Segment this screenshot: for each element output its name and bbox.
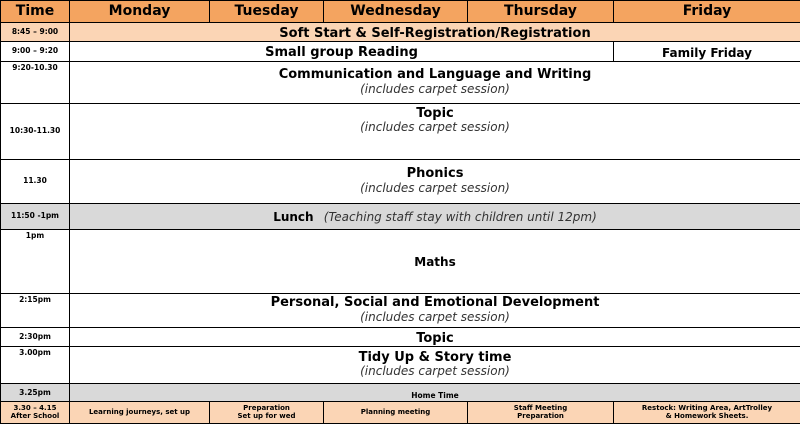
lunch-sub: (Teaching staff stay with children until 12pm) — [323, 210, 597, 225]
soft-start-title: Soft Start & Self-Registration/Registration — [279, 26, 591, 41]
time-psed: 2:15pm — [1, 293, 70, 327]
after-tuesday — [210, 402, 324, 424]
psed-title: Personal, Social and Emotional Development — [270, 295, 600, 311]
time-after-school — [1, 402, 70, 424]
after-thursday — [468, 402, 614, 424]
phonics-sub: (includes carpet session) — [360, 180, 510, 195]
after-friday — [614, 402, 800, 424]
reading-title: Small group Reading — [265, 45, 418, 61]
psed-sub: (includes carpet session) — [360, 309, 510, 324]
home-title: Home Time — [411, 390, 459, 400]
reading-cell — [70, 42, 614, 61]
after-friday-line2: & Homework Sheets. — [665, 411, 749, 420]
after-time-line2: After School — [10, 411, 60, 420]
soft-start-cell — [70, 23, 800, 42]
header-tuesday: Tuesday — [210, 1, 324, 23]
phonics-cell — [70, 159, 800, 203]
after-thursday-line2: Preparation — [517, 411, 564, 420]
communication-title: Communication and Language and Writing — [278, 67, 592, 83]
row-topic2 — [1, 327, 800, 346]
time-phonics: 11.30 — [1, 159, 70, 203]
topic-title: Topic — [416, 105, 454, 121]
after-time-line1: 3.30 – 4.15 — [13, 404, 57, 413]
time-tidy: 3.00pm — [1, 346, 70, 383]
row-psed — [1, 293, 800, 327]
header-wednesday: Wednesday — [324, 1, 468, 23]
family-friday-cell — [614, 42, 800, 61]
time-topic2: 2:30pm — [1, 327, 70, 346]
topic2-title: Topic — [416, 330, 454, 346]
after-tuesday-line1: Preparation — [243, 404, 290, 413]
psed-cell — [70, 293, 800, 327]
row-lunch — [1, 203, 800, 229]
header-row — [1, 1, 800, 23]
row-communication — [1, 61, 800, 103]
row-reading — [1, 42, 800, 61]
time-home: 3.25pm — [1, 383, 70, 402]
communication-sub: (includes carpet session) — [360, 81, 510, 96]
row-topic — [1, 103, 800, 159]
home-cell — [70, 383, 800, 402]
communication-cell — [70, 61, 800, 103]
row-phonics — [1, 159, 800, 203]
row-home — [1, 383, 800, 402]
after-friday-line1: Restock: Writing Area, ArtTrolley — [641, 404, 773, 413]
time-reading: 9:00 – 9:20 — [1, 42, 70, 61]
phonics-title: Phonics — [406, 166, 464, 182]
after-monday: Learning journeys, set up — [70, 402, 210, 424]
topic2-cell — [70, 327, 800, 346]
after-thursday-line1: Staff Meeting — [513, 404, 568, 413]
row-maths — [1, 229, 800, 293]
time-lunch: 11:50 -1pm — [1, 203, 70, 229]
tidy-cell — [70, 346, 800, 383]
maths-title: Maths — [414, 255, 456, 270]
maths-cell — [70, 229, 800, 293]
time-soft-start: 8:45 – 9:00 — [1, 23, 70, 42]
after-wednesday: Planning meeting — [324, 402, 468, 424]
row-after-school — [1, 402, 800, 424]
lunch-cell — [70, 203, 800, 229]
row-tidy — [1, 346, 800, 383]
time-maths: 1pm — [1, 229, 70, 293]
topic-sub: (includes carpet session) — [360, 119, 510, 134]
lunch-title: Lunch — [273, 210, 314, 225]
time-topic: 10:30-11.30 — [1, 103, 70, 159]
header-monday: Monday — [70, 1, 210, 23]
header-thursday: Thursday — [468, 1, 614, 23]
header-time: Time — [1, 1, 70, 23]
row-soft-start — [1, 23, 800, 42]
after-tuesday-line2: Set up for wed — [237, 411, 296, 420]
topic-cell — [70, 103, 800, 159]
header-friday: Friday — [614, 1, 800, 23]
tidy-title: Tidy Up & Story time — [358, 350, 512, 366]
time-communication: 9:20-10.30 — [1, 61, 70, 103]
family-friday-label: Family Friday — [662, 45, 752, 60]
tidy-sub: (includes carpet session) — [360, 364, 510, 379]
